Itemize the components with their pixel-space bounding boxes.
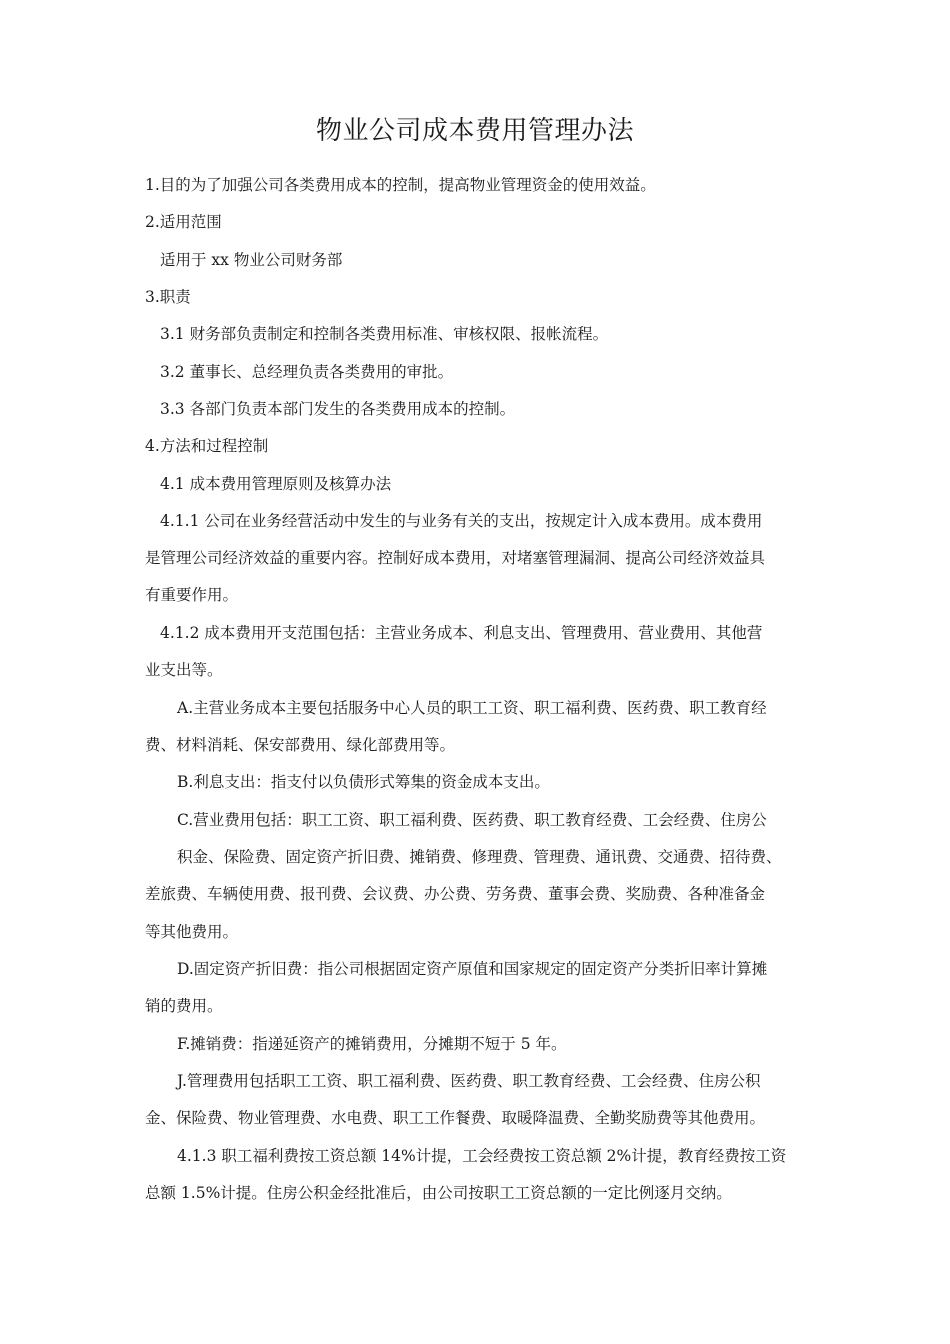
paragraph-4-1-2-line: 业支出等。: [145, 661, 223, 679]
heading-4-1: 4.1 成本费用管理原则及核算办法: [160, 475, 392, 493]
item-f: F.摊销费：指递延资产的摊销费用，分摊期不短于 5 年。: [177, 1035, 567, 1053]
item-c-line: 差旅费、车辆使用费、报刊费、会议费、办公费、劳务费、董事会费、奖励费、各种准备金: [145, 885, 766, 903]
paragraph-4-1-3-line: 4.1.3 职工福利费按工资总额 14%计提，工会经费按工资总额 2%计提，教育经费按工资: [177, 1147, 787, 1165]
paragraph-4-1-1-line: 4.1.1 公司在业务经营活动中发生的与业务有关的支出，按规定计入成本费用。成本费用: [160, 512, 763, 530]
document-title: 物业公司成本费用管理办法: [315, 116, 634, 146]
paragraph-4-1-1-line: 是管理公司经济效益的重要内容。控制好成本费用，对堵塞管理漏洞、提高公司经济效益具: [145, 549, 766, 567]
item-j-line: J.管理费用包括职工工资、职工福利费、医药费、职工教育经费、工会经费、住房公积: [177, 1072, 761, 1090]
paragraph-4-1-2-line: 4.1.2 成本费用开支范围包括：主营业务成本、利息支出、管理费用、营业费用、其他营: [160, 624, 763, 642]
item-j-line: 金、保险费、物业管理费、水电费、职工工作餐费、取暖降温费、全勤奖励费等其他费用。: [145, 1109, 766, 1127]
heading-responsibilities: 3.职责: [145, 288, 191, 306]
item-d-line: 销的费用。: [145, 997, 223, 1015]
paragraph-4-1-3-line: 总额 1.5%计提。住房公积金经批准后，由公司按职工工资总额的一定比例逐月交纳。: [145, 1184, 732, 1202]
paragraph-scope: 适用于 xx 物业公司财务部: [160, 251, 343, 269]
item-c-line: C.营业费用包括：职工工资、职工福利费、医药费、职工教育经费、工会经费、住房公: [177, 811, 767, 829]
heading-methods: 4.方法和过程控制: [145, 437, 269, 455]
item-c-line: 等其他费用。: [145, 923, 239, 941]
item-b: B.利息支出：指支付以负债形式筹集的资金成本支出。: [177, 773, 550, 791]
paragraph-4-1-1-line: 有重要作用。: [145, 586, 239, 604]
paragraph-3-2: 3.2 董事长、总经理负责各类费用的审批。: [160, 363, 454, 381]
item-a-line: 费、材料消耗、保安部费用、绿化部费用等。: [145, 736, 456, 754]
heading-scope: 2.适用范围: [145, 213, 222, 231]
item-a-line: A.主营业务成本主要包括服务中心人员的职工工资、职工福利费、医药费、职工教育经: [177, 699, 767, 717]
item-d-line: D.固定资产折旧费：指公司根据固定资产原值和国家规定的固定资产分类折旧率计算摊: [177, 960, 768, 978]
paragraph-purpose: 1.目的为了加强公司各类费用成本的控制，提高物业管理资金的使用效益。: [145, 176, 656, 194]
paragraph-3-1: 3.1 财务部负责制定和控制各类费用标准、审核权限、报帐流程。: [160, 325, 609, 343]
item-c-line: 积金、保险费、固定资产折旧费、摊销费、修理费、管理费、通讯费、交通费、招待费、: [177, 848, 782, 866]
paragraph-3-3: 3.3 各部门负责本部门发生的各类费用成本的控制。: [160, 400, 516, 418]
